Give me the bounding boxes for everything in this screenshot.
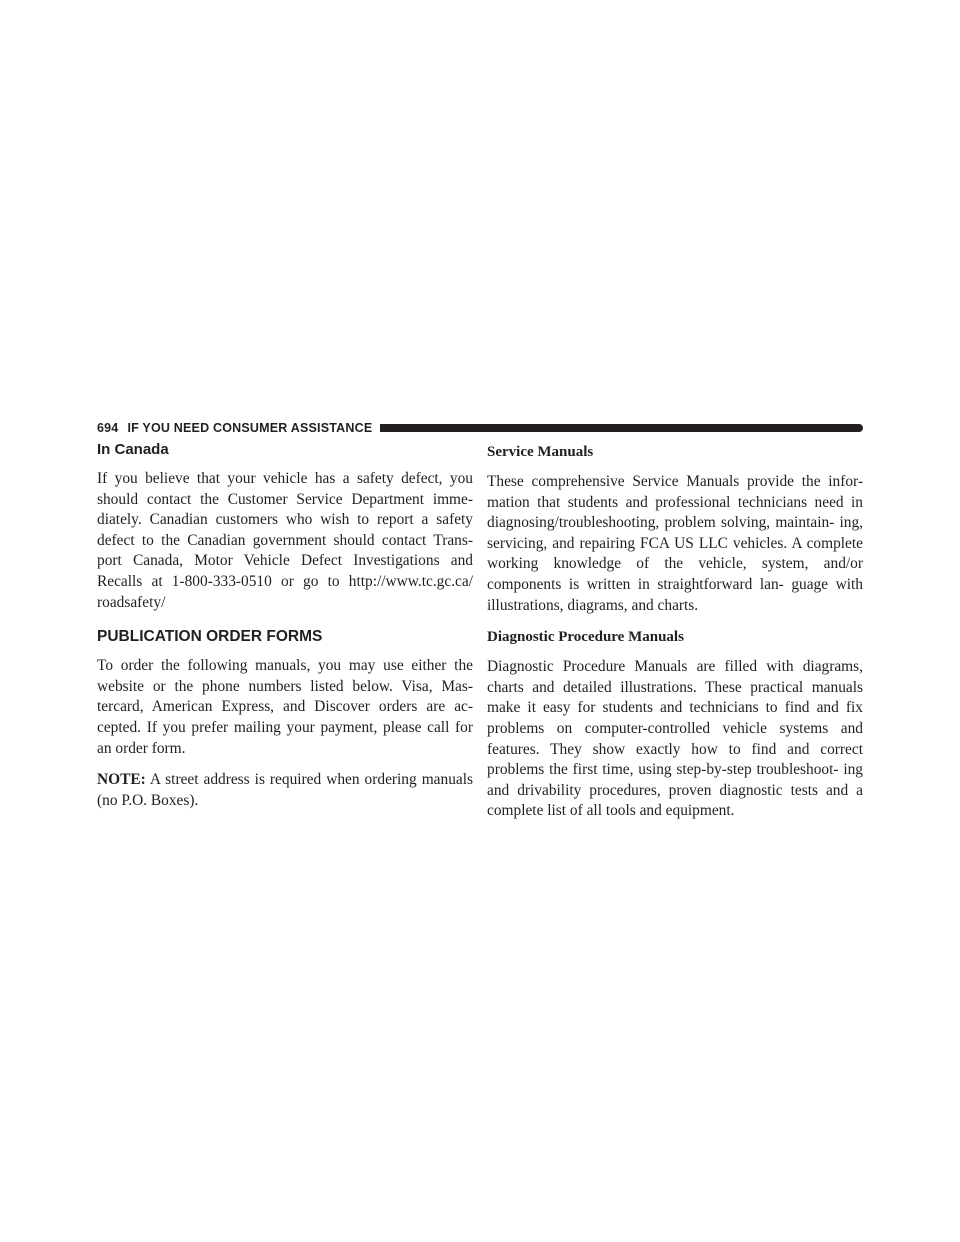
canada-paragraph: If you believe that your vehicle has a safety defect, you should contact the Customer Service Department imme- diately. Canadian customers who wish to report a safety defect to the Canadian government should contact Trans- port Canada, Motor Vehicle Defect Investigations and Recalls at 1-800-333-0510 or go to http://www.tc.gc.ca/ roadsafety/	[97, 470, 473, 611]
note-paragraph	[97, 770, 473, 811]
publication-heading: PUBLICATION ORDER FORMS	[97, 628, 323, 646]
diagnostic-manuals-paragraph: Diagnostic Procedure Manuals are filled with diagrams, charts and detailed illustrations. These practical manuals make it easy for students and technicians to find and fix problems on computer-controlled vehicle systems and features. They show exactly how to find and correct problems the first time, using step-by-step troubleshoot- ing and drivability procedures, proven diagnostic tests and a complete list of all tools and equipment.	[487, 658, 863, 820]
note-label: NOTE:	[97, 771, 146, 789]
canada-heading: In Canada	[97, 441, 169, 458]
page-header	[97, 420, 863, 436]
publication-paragraph: To order the following manuals, you may use either the website or the phone numbers listed below. Visa, Mas- tercard, American Express, and Discover orders are ac- cepted. If you prefer mailing your payment, please call for an order form.	[97, 657, 473, 757]
service-manuals-heading: Service Manuals	[487, 444, 594, 460]
header-rule	[380, 424, 863, 432]
section-title: IF YOU NEED CONSUMER ASSISTANCE	[127, 421, 373, 435]
left-column	[97, 440, 473, 822]
page-number: 694	[97, 421, 119, 435]
right-column	[487, 440, 863, 833]
note-text: A street address is required when ordering manuals (no P.O. Boxes).	[97, 771, 473, 809]
diagnostic-manuals-heading: Diagnostic Procedure Manuals	[487, 629, 684, 646]
service-manuals-paragraph: These comprehensive Service Manuals provide the infor- mation that students and professional technicians need in diagnosing/troubleshooting, problem solving, maintain- ing, servicing, and repairing FCA US LLC vehicles. A complete working knowledge of the vehicle, system, and/or components is written in straightforward lan- guage with illustrations, diagrams, and charts.	[487, 473, 863, 614]
